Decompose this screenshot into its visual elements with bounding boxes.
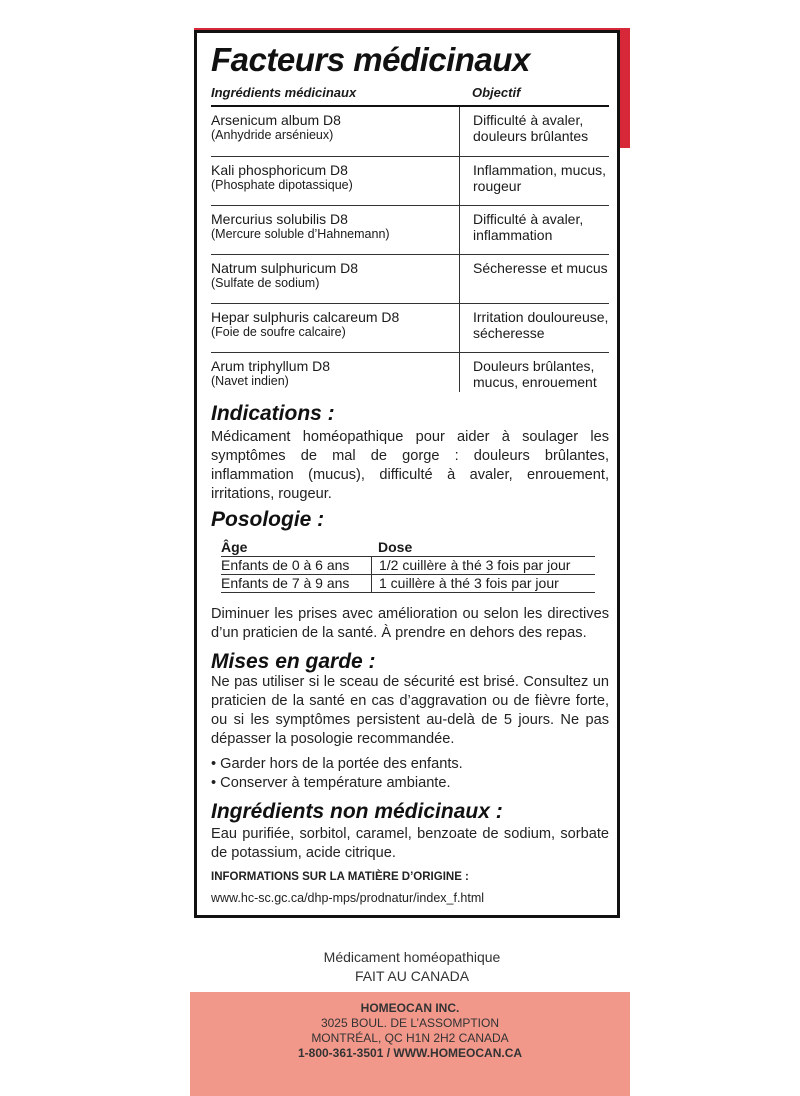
company-contact: 1-800-361-3501 / WWW.HOMEOCAN.CA (297, 1046, 523, 1060)
footer-made-in: FAIT AU CANADA (354, 968, 470, 984)
ingredient-latin: (Mercure soluble d’Hahnemann) (211, 227, 390, 241)
objective-line: Difficulté à avaler, (473, 112, 584, 128)
objective-line: Sécheresse et mucus (473, 260, 608, 276)
ingredient-latin: (Phosphate dipotassique) (211, 178, 353, 192)
objective-line: mucus, enrouement (473, 374, 597, 390)
dose-age: Enfants de 0 à 6 ans (221, 557, 350, 573)
ingredient-name: Hepar sulphuris calcareum D8 (211, 309, 400, 325)
table-row (211, 254, 609, 303)
non-medicinal-heading: Ingrédients non médicinaux : (211, 800, 503, 823)
table-row (211, 156, 609, 205)
ingredient-name: Kali phosphoricum D8 (211, 162, 348, 178)
panel-title: Facteurs médicinaux (211, 41, 530, 78)
dose-amount: 1 cuillère à thé 3 fois par jour (371, 575, 595, 592)
objective-line: Difficulté à avaler, (473, 211, 584, 227)
warnings-text: Ne pas utiliser si le sceau de sécurité est brisé. Consultez un praticien de la santé en cas d’aggravation ou de fièvre forte, ou si les symptômes persistent au-delà de 5 jours. Ne pas dépasser la posologie recommandée. (211, 674, 609, 747)
objective-line: Douleurs brûlantes, (473, 358, 595, 374)
company-address-1: 3025 BOUL. DE L’ASSOMPTION (320, 1016, 500, 1030)
ingredients-table (211, 85, 609, 401)
indications-heading: Indications : (211, 402, 335, 425)
ingredient-name: Mercurius solubilis D8 (211, 211, 348, 227)
ingredient-name: Natrum sulphuricum D8 (211, 260, 359, 276)
table-row (221, 575, 595, 593)
medicinal-facts-panel (194, 30, 620, 918)
posologie-note: Diminuer les prises avec amélioration ou selon les directives d’un praticien de la santé. À prendre en dehors des repas. (211, 606, 609, 641)
ingredient-name: Arsenicum album D8 (211, 112, 341, 128)
table-row (211, 352, 609, 401)
objective-line: Irritation douloureuse, (473, 309, 609, 325)
ingredient-latin: (Navet indien) (211, 374, 289, 388)
ingredient-latin: (Foie de soufre calcaire) (211, 325, 346, 339)
warnings-bullets (211, 755, 463, 793)
objective-line: douleurs brûlantes (473, 128, 589, 144)
ingredient-name: Arum triphyllum D8 (211, 358, 331, 374)
company-address-2: MONTRÉAL, QC H1N 2H2 CANADA (311, 1031, 509, 1045)
header-objective: Objectif (472, 85, 521, 100)
header-ingredient: Ingrédients médicinaux (211, 85, 357, 100)
origin-heading: INFORMATIONS SUR LA MATIÈRE D’ORIGINE : (211, 871, 469, 883)
origin-url: www.hc-sc.gc.ca/dhp-mps/prodnatur/index_f.html (211, 891, 485, 905)
ingredient-latin: (Sulfate de sodium) (211, 276, 320, 290)
table-row (211, 303, 609, 352)
indications-text: Médicament homéopathique pour aider à soulager les symptômes de mal de gorge : douleurs brûlantes, inflammation (mucus), difficulté à avaler, enrouement, irritations, rougeur. (211, 429, 609, 502)
objective-line: rougeur (473, 178, 522, 194)
warnings-heading: Mises en garde : (211, 650, 376, 673)
ingredients-table-header (211, 85, 609, 107)
table-row (211, 205, 609, 254)
table-row (221, 557, 595, 575)
non-medicinal-text: Eau purifiée, sorbitol, caramel, benzoate de sodium, sorbate de potassium, acide citrique. (211, 826, 609, 861)
objective-line: inflammation (473, 227, 553, 243)
dose-col-dose: Dose (378, 539, 413, 555)
objective-line: sécheresse (473, 325, 545, 341)
dose-col-age: Âge (221, 539, 248, 555)
list-item: • Garder hors de la portée des enfants. (211, 756, 463, 772)
dose-amount: 1/2 cuillère à thé 3 fois par jour (371, 557, 595, 574)
posologie-heading: Posologie : (211, 508, 325, 531)
dose-table (221, 539, 595, 593)
objective-line: Inflammation, mucus, (473, 162, 607, 178)
list-item: • Conserver à température ambiante. (211, 775, 451, 791)
dose-age: Enfants de 7 à 9 ans (221, 575, 350, 591)
table-row (211, 107, 609, 156)
company-name: HOMEOCAN INC. (360, 1001, 460, 1015)
dose-table-header (221, 539, 595, 557)
ingredient-latin: (Anhydride arsénieux) (211, 128, 334, 142)
company-band (190, 992, 630, 1096)
footer-product-type: Médicament homéopathique (323, 949, 501, 965)
